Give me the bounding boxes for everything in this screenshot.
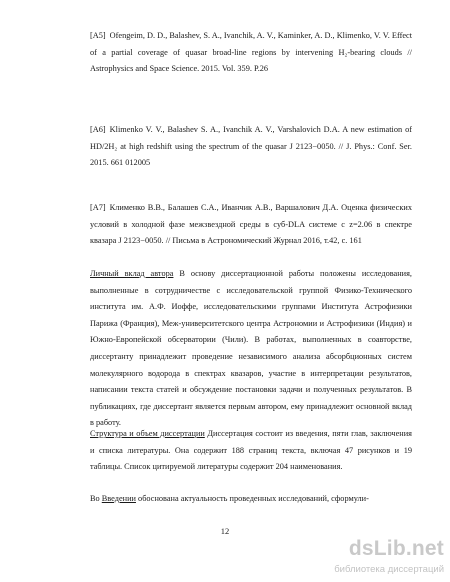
reference-text: Klimenko V. V., Balashev S. A., Ivanchik A. V., Varshalovich D.A. A new estimation of HD/2H₂ at high redshift using the spectrum of the quasar J 2123−0050. // J. Phys.: Conf. Ser. 2015. 661 012005 [90, 125, 412, 168]
paragraph-introduction [90, 491, 412, 508]
paragraph-structure [90, 426, 412, 476]
paragraph-heading: Личный вклад автора [90, 269, 174, 278]
paragraph-body: В основу диссертационной работы положены исследования, выполненные в сотрудничестве с исследовательской группой Физико-Технического института им. А.Ф. Иоффе, исследовательскими группами Института Астрофизики Парижа (Франция), Меж-университетского центра Астрономии и Астрофизики (Индия) и Южно-Европейской обсерватории (Чили). В работах, выполненных в соавторстве, диссертанту принадлежит проведение независимого анализа абсорбционных систем молекулярного водорода в спектрах квазаров, участие в интерпретации результатов, написании текста статей и обсуждение постановки задачи и полученных результатов. В публикациях, где диссертант является первым автором, ему принадлежит основной вклад в работу. [90, 269, 413, 428]
paragraph-body: Диссертация состоит из введения, пяти глав, заключения и списка литературы. Она содержит 188 страниц текста, включая 47 рисунков и 19 таблицы. Список цитируемой литературы содержит 204 наименования. [90, 429, 412, 472]
watermark-logo: dsLib.net [348, 537, 444, 560]
reference-a5 [90, 28, 412, 78]
reference-a6 [90, 122, 412, 172]
paragraph-prefix: Во [90, 494, 102, 503]
paragraph-heading: Структура и объем диссертации [90, 429, 205, 438]
page-number: 12 [220, 526, 230, 536]
reference-text: Клименко В.В., Балашев С.А., Иванчик А.В., Варшалович Д.А. Оценка физических условий в холодной фазе межзвездной среды в суб-DLA системе с z=2.06 в спектре квазара J 2123−0050. // Письма в Астрономический Журнал 2016, т.42, с. 161 [90, 203, 412, 246]
paragraph-personal-contribution [90, 266, 412, 432]
reference-label: [A5] [90, 31, 106, 40]
watermark-subtitle: библиотека диссертаций [334, 564, 444, 575]
paragraph-body: обоснована актуальность проведенных исследований, сформули- [135, 494, 369, 503]
reference-label: [A6] [90, 125, 106, 134]
reference-label: [A7] [90, 203, 106, 212]
paragraph-heading-word: Введении [101, 494, 136, 503]
watermark [336, 537, 448, 579]
reference-a7 [90, 200, 412, 250]
reference-text: Ofengeim, D. D., Balashev, S. A., Ivanchik, A. V., Kaminker, A. D., Klimenko, V. V. Effect of a partial coverage of quasar broad-line regions by intervening H₂-bearing clouds // Astrophysics and Space Science. 2015. Vol. 359. P.26 [90, 31, 412, 74]
